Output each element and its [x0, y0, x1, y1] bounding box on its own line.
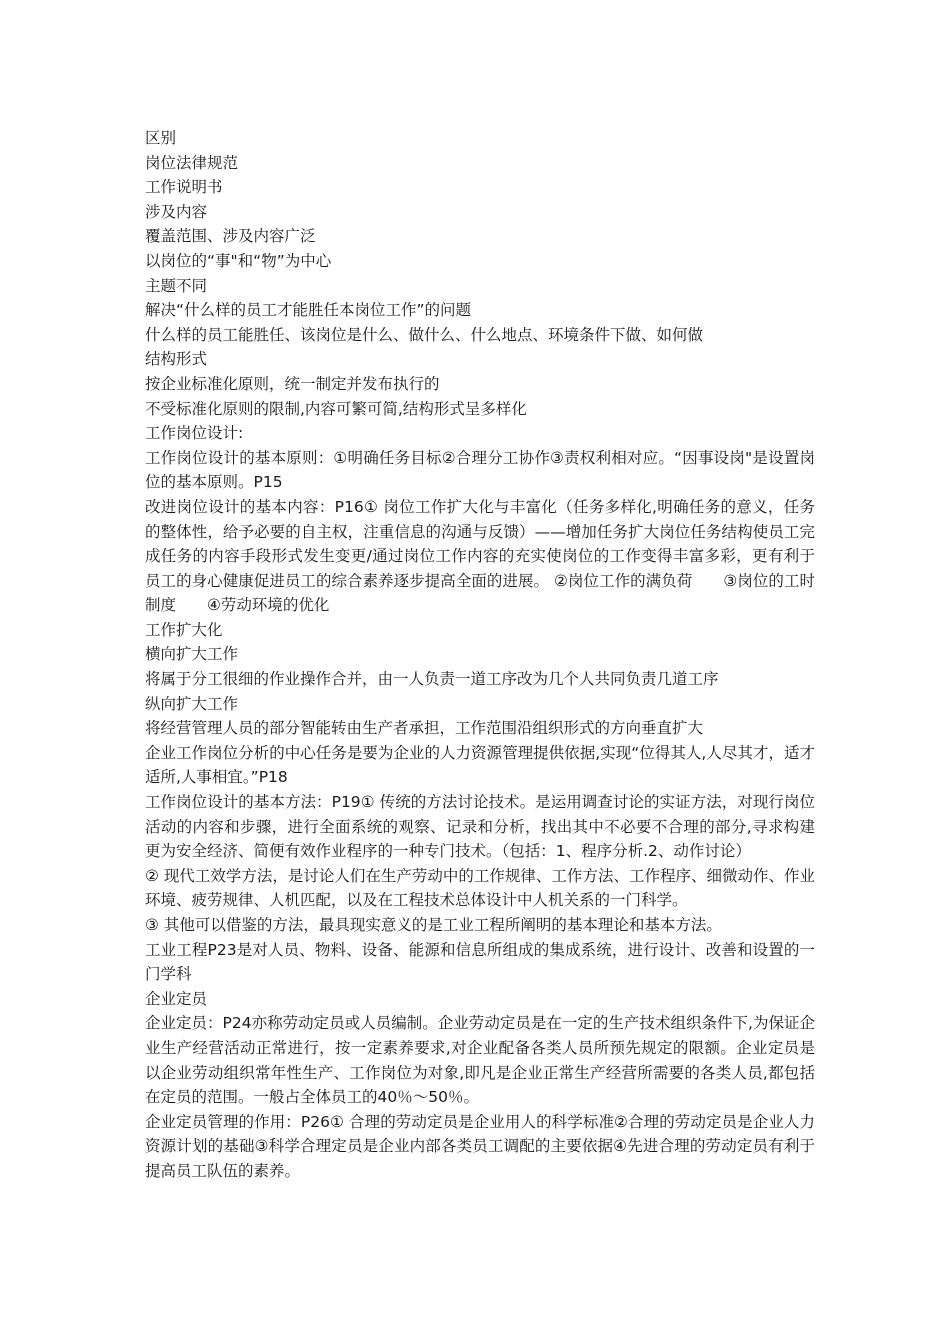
paragraph-merge-operations: 将属于分工很细的作业操作合并，由一人负责一道工序改为几个人共同负责几道工序	[145, 670, 719, 689]
paragraph-solve-question: 解决“什么样的员工才能胜任本岗位工作”的问题	[145, 301, 472, 320]
paragraph-job-description: 工作说明书	[145, 178, 223, 197]
paragraph-other-methods: ③ 其他可以借鉴的方法，最具现实意义的是工业工程所阐明的基本理论和基本方法。	[145, 916, 722, 934]
paragraph-content-scope: 涉及内容	[145, 202, 208, 221]
paragraph-broad-coverage: 覆盖范围、涉及内容广泛	[145, 227, 316, 246]
paragraph-staffing-definition: 企业定员：P24亦称劳动定员或人员编制。企业劳动定员是在一定的生产技术组织条件下,为保证企业生产经营活动正常进行，按一定素养要求,对企业配备各类人员所预先规定的限额。企业定员是以企业劳动组织常年性生产、工作岗位为对象,即凡是企业正常生产经营所需要的各类人员,都包括在定员的范围。一般占全体员工的40％～50％。	[145, 1014, 815, 1107]
paragraph-design-methods: 工作岗位设计的基本方法：P19① 传统的方法讨论技术。是运用调查讨论的实证方法，对现行岗位活动的内容和步骤，进行全面系统的观察、记录和分析，找出其中不必要不合理的部分,寻求构建更为安全经济、简便有效作业程序的一种专门技术。（包括：1、程序分析.2、动作讨论）	[145, 793, 815, 861]
paragraph-not-limited: 不受标准化原则的限制,内容可繁可简,结构形式呈多样化	[145, 399, 527, 418]
paragraph-staffing-heading: 企业定员	[145, 989, 208, 1008]
document-body	[145, 126, 815, 1184]
paragraph-analysis-task: 企业工作岗位分析的中心任务是要为企业的人力资源管理提供依据,实现“位得其人,人尽其才，适才适所,人事相宜。”P18	[145, 743, 815, 787]
paragraph-design-principles: 工作岗位设计的基本原则：①明确任务目标②合理分工协作③责权利相对应。“因事设岗"是设置岗位的基本原则。P15	[145, 448, 815, 492]
paragraph-staffing-role: 企业定员管理的作用：P26① 合理的劳动定员是企业用人的科学标准②合理的劳动定员是企业人力资源计划的基础③科学合理定员是企业内部各类员工调配的主要依据④先进合理的劳动定员有利于提高员工队伍的素养。	[145, 1112, 815, 1180]
paragraph-heading-difference: 区别	[145, 129, 177, 147]
paragraph-ergonomics: ② 现代工效学方法，是讨论人们在生产劳动中的工作规律、工作方法、工作程序、细微动作、作业环境、疲劳规律、人机匹配，以及在工程技术总体设计中人机关系的一门科学。	[145, 866, 815, 910]
paragraph-standardization: 按企业标准化原则，统一制定并发布执行的	[145, 374, 440, 393]
paragraph-post-legal-norms: 岗位法律规范	[145, 153, 239, 172]
paragraph-structure-form: 结构形式	[145, 350, 208, 369]
paragraph-different-theme: 主题不同	[145, 276, 208, 295]
paragraph-job-design-heading: 工作岗位设计:	[145, 424, 244, 443]
paragraph-industrial-engineering: 工业工程P23是对人员、物料、设备、能源和信息所组成的集成系统，进行设计、改善和设置的一门学科	[145, 940, 815, 984]
paragraph-job-enlargement: 工作扩大化	[145, 620, 223, 639]
paragraph-transfer-functions: 将经营管理人员的部分智能转由生产者承担，工作范围沿组织形式的方向垂直扩大	[145, 719, 704, 738]
paragraph-vertical-enlargement: 纵向扩大工作	[145, 694, 239, 713]
paragraph-post-centered: 以岗位的“事"和“物”为中心	[145, 251, 332, 270]
paragraph-horizontal-enlargement: 横向扩大工作	[145, 645, 239, 664]
paragraph-design-content: 改进岗位设计的基本内容：P16① 岗位工作扩大化与丰富化（任务多样化,明确任务的意义，任务的整体性，给予必要的自主权，注重信息的沟通与反馈）——增加任务扩大岗位任务结构使员工完成任务的内容手段形式发生变更/通过岗位工作内容的充实使岗位的工作变得丰富多彩，更有利于员工的身心健康促进员工的综合素养逐步提高全面的进展。 ②岗位工作的满负荷 ③岗位的工时制度 ④劳动环境的优化	[145, 497, 815, 615]
paragraph-what-employee: 什么样的员工能胜任、该岗位是什么、做什么、什么地点、环境条件下做、如何做	[145, 325, 704, 344]
